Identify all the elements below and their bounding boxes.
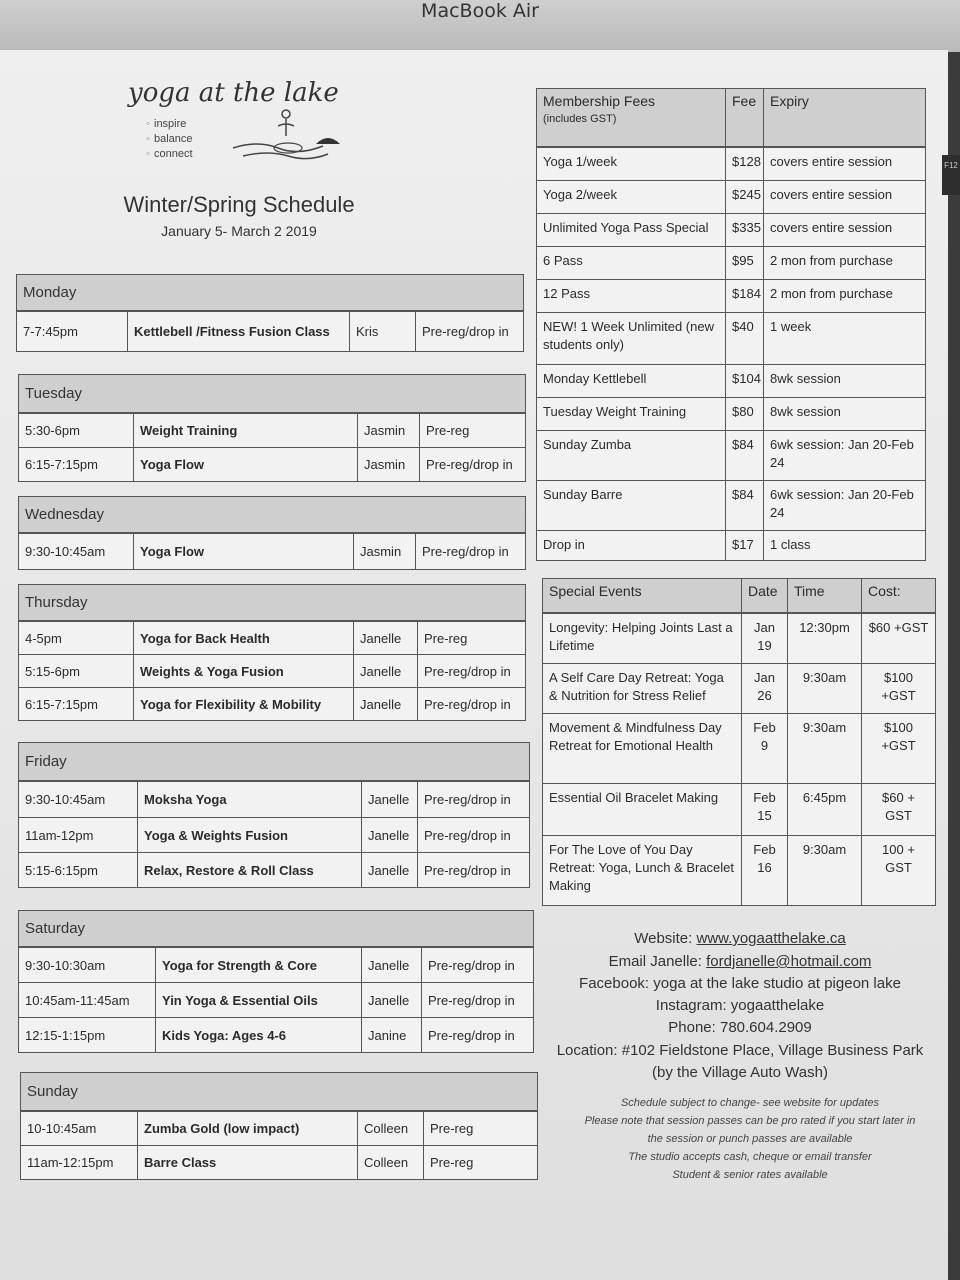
- day-heading: Tuesday: [19, 375, 525, 413]
- fee-name: Yoga 1/week: [543, 154, 617, 169]
- event-time: 6:45pm: [787, 784, 861, 835]
- schedule-title: Winter/Spring Schedule: [123, 192, 355, 217]
- event-time: 12:30pm: [787, 614, 861, 663]
- event-cost: $60 +GST: [861, 614, 935, 663]
- schedule-notes: [550, 1094, 950, 1184]
- friday-table: [18, 742, 530, 888]
- fee-expiry: 2 mon from purchase: [763, 280, 925, 312]
- table-row: [543, 783, 935, 835]
- table-row: [537, 180, 925, 213]
- tagline-balance: ◦ balance: [146, 133, 193, 145]
- class-registration: Pre-reg/drop in: [417, 688, 525, 720]
- class-instructor: Colleen: [357, 1146, 423, 1179]
- class-time: 11am-12:15pm: [27, 1155, 114, 1170]
- table-row: [537, 397, 925, 430]
- fee-name: 12 Pass: [543, 286, 590, 301]
- class-name: Kids Yoga: Ages 4-6: [155, 1018, 361, 1052]
- table-row: [19, 533, 525, 569]
- table-row: [19, 982, 533, 1017]
- class-name: Weight Training: [133, 414, 357, 447]
- fee-name: NEW! 1 Week Unlimited (new students only): [543, 319, 714, 352]
- fee-amount: $84: [725, 431, 763, 480]
- class-name: Zumba Gold (low impact): [137, 1112, 357, 1145]
- fee-amount: $95: [725, 247, 763, 279]
- class-registration: Pre-reg: [423, 1146, 537, 1179]
- class-time: 6:15-7:15pm: [25, 457, 98, 472]
- table-row: [19, 621, 525, 654]
- class-time: 10:45am-11:45am: [25, 992, 130, 1008]
- table-row: [537, 213, 925, 246]
- class-instructor: Janelle: [353, 655, 417, 687]
- fees-header-expiry: Expiry: [763, 89, 925, 146]
- table-row: [19, 413, 525, 447]
- class-name: Yoga Flow: [133, 448, 357, 481]
- class-time: 7-7:45pm: [23, 324, 78, 339]
- note-line: Schedule subject to change- see website for updates: [620, 1097, 880, 1109]
- class-instructor: Janelle: [361, 782, 417, 817]
- email-label: Email Janelle:: [608, 953, 702, 970]
- lake-logo-icon: [228, 106, 348, 166]
- class-instructor: Kris: [349, 312, 415, 351]
- table-row: [19, 817, 529, 852]
- note-line: the session or punch passes are available: [647, 1133, 853, 1145]
- class-instructor: Colleen: [357, 1112, 423, 1145]
- class-registration: Pre-reg: [419, 414, 525, 447]
- event-name: Longevity: Helping Joints Last a Lifetime: [549, 620, 733, 653]
- bezel-label: MacBook Air: [421, 0, 539, 22]
- location-note: (by the Village Auto Wash): [652, 1064, 828, 1081]
- class-name: Weights & Yoga Fusion: [133, 655, 353, 687]
- fee-amount: $245: [725, 181, 763, 213]
- fee-amount: $40: [725, 313, 763, 364]
- class-name: Relax, Restore & Roll Class: [137, 853, 361, 887]
- event-date: Jan 19: [741, 614, 787, 663]
- table-row: [19, 947, 533, 982]
- fee-amount: $335: [725, 214, 763, 246]
- wednesday-table: [18, 496, 526, 570]
- day-heading: Friday: [19, 743, 529, 781]
- event-name: Essential Oil Bracelet Making: [549, 790, 719, 805]
- class-name: Barre Class: [137, 1146, 357, 1179]
- tagline-connect: ◦ connect: [146, 148, 193, 160]
- logo-wordmark: yoga at the lake: [128, 78, 339, 108]
- events-header-title: Special Events: [549, 583, 642, 599]
- events-header-date: Date: [741, 579, 787, 612]
- event-cost: $60 + GST: [861, 784, 935, 835]
- website-label: Website:: [634, 930, 693, 947]
- event-cost: 100 + GST: [861, 836, 935, 905]
- class-instructor: Janelle: [361, 983, 421, 1017]
- table-header: [543, 579, 935, 613]
- instagram-line: Instagram: yogaatthelake: [655, 997, 825, 1014]
- membership-fees-table: [536, 88, 926, 561]
- table-row: [543, 713, 935, 783]
- note-line: Student & senior rates available: [672, 1169, 828, 1181]
- table-row: [543, 613, 935, 663]
- fee-expiry: covers entire session: [763, 181, 925, 213]
- fee-amount: $84: [725, 481, 763, 530]
- class-time: 9:30-10:45am: [25, 792, 106, 807]
- fee-name: Sunday Zumba: [543, 437, 632, 452]
- event-name: A Self Care Day Retreat: Yoga & Nutrition for Stress Relief: [549, 670, 724, 703]
- class-instructor: Jasmin: [357, 414, 419, 447]
- special-events-table: [542, 578, 936, 906]
- class-registration: Pre-reg/drop in: [419, 448, 525, 481]
- note-line: Please note that session passes can be pro rated if you start later in: [584, 1115, 916, 1127]
- fee-expiry: 8wk session: [763, 365, 925, 397]
- fee-expiry: 6wk session: Jan 20-Feb 24: [763, 431, 925, 480]
- table-row: [19, 447, 525, 481]
- day-heading: Wednesday: [19, 497, 525, 533]
- table-row: [537, 430, 925, 480]
- table-row: [17, 311, 523, 351]
- website-line: [540, 930, 940, 947]
- class-time: 5:30-6pm: [25, 423, 80, 438]
- class-registration: Pre-reg/drop in: [417, 853, 529, 887]
- fee-amount: $80: [725, 398, 763, 430]
- fee-name: 6 Pass: [543, 253, 583, 268]
- class-registration: Pre-reg/drop in: [417, 782, 529, 817]
- event-name: For The Love of You Day Retreat: Yoga, Lunch & Bracelet Making: [549, 842, 735, 893]
- thursday-table: [18, 584, 526, 721]
- fee-amount: $17: [725, 531, 763, 560]
- table-row: [537, 279, 925, 312]
- day-heading: Saturday: [19, 911, 533, 947]
- table-row: [21, 1145, 537, 1179]
- class-instructor: Janelle: [353, 622, 417, 654]
- class-time: 10-10:45am: [27, 1121, 97, 1136]
- phone-line: Phone: 780.604.2909: [668, 1019, 812, 1036]
- class-name: Yoga for Strength & Core: [155, 948, 361, 982]
- class-time: 11am-12pm: [25, 827, 94, 843]
- event-date: Feb 16: [741, 836, 787, 905]
- fee-amount: $128: [725, 148, 763, 180]
- monday-table: [16, 274, 524, 352]
- sunday-table: [20, 1072, 538, 1180]
- class-time: 6:15-7:15pm: [25, 696, 98, 712]
- class-instructor: Jasmin: [353, 534, 415, 569]
- event-date: Jan 26: [741, 664, 787, 713]
- table-row: [543, 663, 935, 713]
- fee-name: Tuesday Weight Training: [543, 404, 687, 419]
- fee-name: Sunday Barre: [543, 487, 623, 502]
- event-date: Feb 9: [741, 714, 787, 783]
- table-row: [537, 364, 925, 397]
- table-row: [543, 835, 935, 905]
- day-heading: Monday: [17, 275, 523, 311]
- table-row: [19, 1017, 533, 1052]
- table-row: [537, 480, 925, 530]
- class-registration: Pre-reg/drop in: [417, 818, 529, 852]
- fee-amount: $184: [725, 280, 763, 312]
- fee-expiry: 1 week: [763, 313, 925, 364]
- table-row: [19, 654, 525, 687]
- event-time: 9:30am: [787, 836, 861, 905]
- table-row: [21, 1111, 537, 1145]
- class-time: 12:15-1:15pm: [25, 1027, 106, 1043]
- class-registration: Pre-reg/drop in: [417, 655, 525, 687]
- table-row: [19, 852, 529, 887]
- class-name: Yoga for Back Health: [133, 622, 353, 654]
- day-heading: Thursday: [19, 585, 525, 621]
- event-time: 9:30am: [787, 664, 861, 713]
- event-time: 9:30am: [787, 714, 861, 783]
- class-time: 9:30-10:30am: [25, 957, 106, 973]
- class-registration: Pre-reg/drop in: [415, 312, 523, 351]
- class-instructor: Janelle: [361, 948, 421, 982]
- fee-expiry: 1 class: [763, 531, 925, 560]
- fee-expiry: 6wk session: Jan 20-Feb 24: [763, 481, 925, 530]
- fee-expiry: 2 mon from purchase: [763, 247, 925, 279]
- class-time: 9:30-10:45am: [25, 544, 106, 559]
- website-link[interactable]: www.yogaatthelake.ca: [696, 930, 846, 947]
- class-name: Yoga & Weights Fusion: [137, 818, 361, 852]
- fee-name: Drop in: [543, 537, 585, 552]
- event-cost: $100 +GST: [861, 664, 935, 713]
- table-row: [537, 147, 925, 180]
- tagline-inspire: ◦ inspire: [146, 118, 187, 130]
- class-instructor: Janelle: [361, 818, 417, 852]
- laptop-bezel: [0, 0, 960, 52]
- class-instructor: Janelle: [361, 853, 417, 887]
- class-instructor: Janine: [361, 1018, 421, 1052]
- event-cost: $100 +GST: [861, 714, 935, 783]
- class-time: 5:15-6pm: [25, 663, 80, 679]
- table-header: [537, 89, 925, 147]
- fees-header-sub: (includes GST): [543, 113, 617, 125]
- email-link[interactable]: fordjanelle@hotmail.com: [706, 953, 872, 970]
- class-name: Yoga for Flexibility & Mobility: [133, 688, 353, 720]
- class-name: Yoga Flow: [133, 534, 353, 569]
- table-row: [537, 312, 925, 364]
- email-line: [540, 953, 940, 970]
- table-row: [537, 246, 925, 279]
- fee-name: Monday Kettlebell: [543, 371, 647, 386]
- class-registration: Pre-reg/drop in: [421, 1018, 533, 1052]
- note-line: The studio accepts cash, cheque or email transfer: [628, 1151, 872, 1163]
- table-row: [19, 687, 525, 720]
- fees-header-label: Membership Fees: [543, 93, 656, 109]
- fee-amount: $104: [725, 365, 763, 397]
- event-date: Feb 15: [741, 784, 787, 835]
- day-heading: Sunday: [21, 1073, 537, 1111]
- location-line: Location: #102 Fieldstone Place, Village Business Park: [556, 1042, 924, 1059]
- class-registration: Pre-reg: [417, 622, 525, 654]
- class-time: 5:15-6:15pm: [25, 862, 98, 878]
- events-header-cost: Cost:: [861, 579, 935, 612]
- class-name: Kettlebell /Fitness Fusion Class: [127, 312, 349, 351]
- schedule-dates: January 5- March 2 2019: [161, 223, 317, 239]
- fee-name: Yoga 2/week: [543, 187, 617, 202]
- keyboard-key-f12: F12: [942, 155, 960, 195]
- class-registration: Pre-reg/drop in: [415, 534, 525, 569]
- events-header-time: Time: [787, 579, 861, 612]
- fee-expiry: covers entire session: [763, 148, 925, 180]
- class-registration: Pre-reg/drop in: [421, 983, 533, 1017]
- fees-header-title: [537, 89, 725, 146]
- fee-expiry: covers entire session: [763, 214, 925, 246]
- class-instructor: Jasmin: [357, 448, 419, 481]
- table-row: [19, 781, 529, 817]
- facebook-line: Facebook: yoga at the lake studio at pigeon lake: [579, 975, 901, 992]
- class-registration: Pre-reg: [423, 1112, 537, 1145]
- fee-name: Unlimited Yoga Pass Special: [543, 220, 709, 235]
- class-name: Yin Yoga & Essential Oils: [155, 983, 361, 1017]
- event-name: Movement & Mindfulness Day Retreat for Emotional Health: [549, 720, 722, 753]
- table-row: [537, 530, 925, 560]
- fees-header-fee: Fee: [725, 89, 763, 146]
- class-registration: Pre-reg/drop in: [421, 948, 533, 982]
- class-instructor: Janelle: [353, 688, 417, 720]
- fee-expiry: 8wk session: [763, 398, 925, 430]
- class-name: Moksha Yoga: [137, 782, 361, 817]
- saturday-table: [18, 910, 534, 1053]
- class-time: 4-5pm: [25, 630, 62, 646]
- tuesday-table: [18, 374, 526, 482]
